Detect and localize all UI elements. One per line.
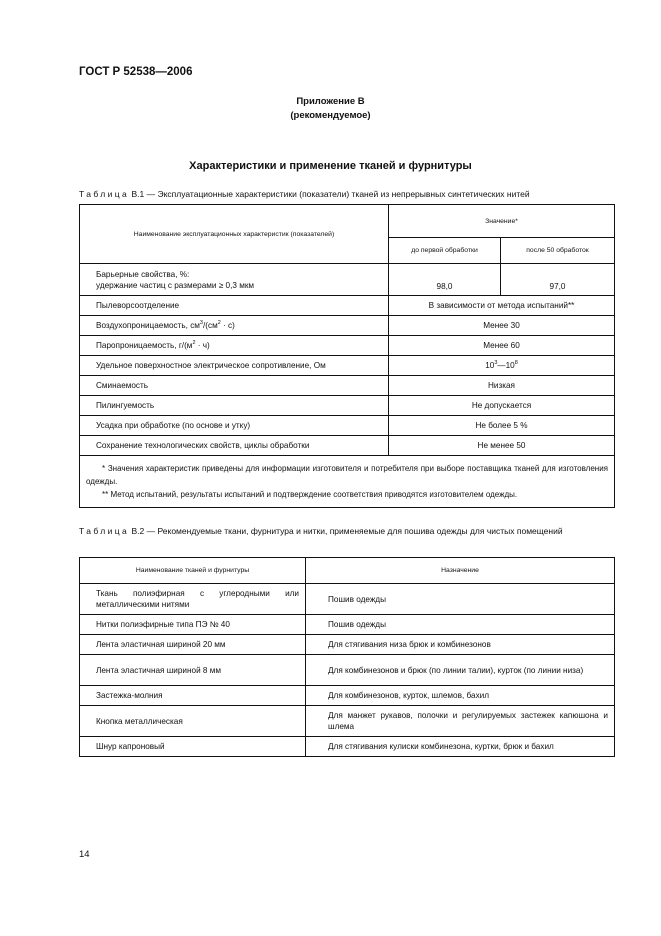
table2-header-purpose: Назначение (306, 558, 615, 584)
table-row (80, 376, 615, 396)
row-name: Лента эластичная шириной 20 мм (80, 635, 306, 655)
row-purpose: Для комбинезонов, курток, шлемов, бахил (306, 686, 615, 706)
table1-header-value: Значение* (389, 205, 615, 238)
document-code: ГОСТ Р 52538—2006 (79, 66, 193, 78)
row-name-sup: 2 (217, 320, 221, 326)
row-name: Удельное поверхностное электрическое сопротивление, Ом (80, 356, 389, 376)
row-purpose: Для манжет рукавов, полочки и регулируемых застежек капюшона и шлема (306, 706, 615, 737)
row-name-sup: 2 (192, 340, 196, 346)
table1-caption-text: В.1 — Эксплуатационные характеристики (показатели) тканей из непрерывных синтетических нитей (129, 189, 530, 199)
row-purpose: Для комбинезонов и брюк (по линии талии), курток (по линии низа) (306, 655, 615, 686)
barrier-label-line2: удержание частиц с размерами ≥ 0,3 мкм (96, 280, 255, 290)
row-name: Кнопка металлическая (80, 706, 306, 737)
barrier-label-line1: Барьерные свойства, %: (96, 269, 190, 279)
row-name: Ткань полиэфирная с углеродными или металлическими нитями (80, 584, 306, 615)
row-name: Лента эластичная шириной 8 мм (80, 655, 306, 686)
table-row (80, 706, 615, 737)
table2 (79, 557, 615, 757)
row-purpose: Для стягивания кулиски комбинезона, куртки, брюк и бахил (306, 737, 615, 757)
table-row (80, 336, 615, 356)
row-name (80, 336, 389, 356)
row-name: Усадка при обработке (по основе и утку) (80, 416, 389, 436)
row-purpose: Пошив одежды (306, 584, 615, 615)
table-row (80, 316, 615, 336)
table-row (80, 436, 615, 456)
row-name-sup: 3 (199, 320, 203, 326)
barrier-value-after: 97,0 (501, 264, 615, 296)
table-row (80, 584, 615, 615)
row-value: Низкая (389, 376, 615, 396)
row-name-part: Воздухопроницаемость, см (96, 321, 200, 330)
row-name: Нитки полиэфирные типа ПЭ № 40 (80, 615, 306, 635)
row-value: В зависимости от метода испытаний** (389, 296, 615, 316)
annex-subtitle: (рекомендуемое) (290, 110, 371, 121)
table1-notes (80, 456, 615, 508)
row-value: Не менее 50 (389, 436, 615, 456)
table-row (80, 615, 615, 635)
row-value: Не более 5 % (389, 416, 615, 436)
table-row (80, 635, 615, 655)
row-name-part: · с) (220, 321, 235, 330)
row-purpose: Пошив одежды (306, 615, 615, 635)
table-row (80, 264, 615, 296)
row-name: Сохранение технологических свойств, циклы обработки (80, 436, 389, 456)
table-row (80, 356, 615, 376)
table-row (80, 686, 615, 706)
row-name-part: /(см (202, 321, 218, 330)
table-row (80, 396, 615, 416)
row-name: Шнур капроновый (80, 737, 306, 757)
row-purpose: Для стягивания низа брюк и комбинезонов (306, 635, 615, 655)
row-name: Сминаемость (80, 376, 389, 396)
row-value (389, 356, 615, 376)
row-name-part: Паропроницаемость, г/(м (96, 341, 193, 350)
table2-caption-label: Таблица (79, 526, 130, 536)
table-row (80, 296, 615, 316)
annex-title: Приложение В (296, 96, 365, 107)
row-name: Пилингуемость (80, 396, 389, 416)
table-row (80, 737, 615, 757)
table1-header-first: до первой обработки (389, 238, 501, 264)
row-value-part: —10 (497, 361, 515, 370)
table2-caption-text: В.2 — Рекомендуемые ткани, фурнитура и нитки, применяемые для пошива одежды для чистых помещений (129, 526, 563, 536)
row-value: Менее 30 (389, 316, 615, 336)
row-name: Застежка-молния (80, 686, 306, 706)
table-row (80, 655, 615, 686)
row-value-sup: 8 (514, 360, 518, 366)
row-name (80, 316, 389, 336)
row-name-part: · ч) (195, 341, 210, 350)
table-row (80, 456, 615, 508)
barrier-value-first: 98,0 (389, 264, 501, 296)
page-number: 14 (79, 849, 90, 860)
row-name: Пылеворсоотделение (80, 296, 389, 316)
row-value: Не допускается (389, 396, 615, 416)
table1-header-after: после 50 обработок (501, 238, 615, 264)
table1-note2: ** Метод испытаний, результаты испытаний и подтверждение соответствия приводятся изготовителем одежды. (102, 490, 518, 499)
section-title: Характеристики и применение тканей и фурнитуры (189, 160, 472, 172)
table2-caption (79, 524, 614, 538)
row-value-sup: 3 (494, 360, 498, 366)
table1 (79, 204, 615, 508)
table-row (80, 416, 615, 436)
table1-header-name: Наименование эксплуатационных характеристик (показателей) (80, 205, 389, 264)
table1-caption (79, 187, 614, 201)
table2-header-name: Наименование тканей и фурнитуры (80, 558, 306, 584)
table1-note1: * Значения характеристик приведены для информации изготовителя и потребителя при выборе поставщика тканей для изготовления одежды. (86, 464, 609, 486)
annex-heading (0, 95, 661, 123)
row-value-part: 10 (485, 361, 495, 370)
table1-caption-label: Таблица (79, 189, 130, 199)
barrier-label (80, 264, 389, 296)
row-value: Менее 60 (389, 336, 615, 356)
